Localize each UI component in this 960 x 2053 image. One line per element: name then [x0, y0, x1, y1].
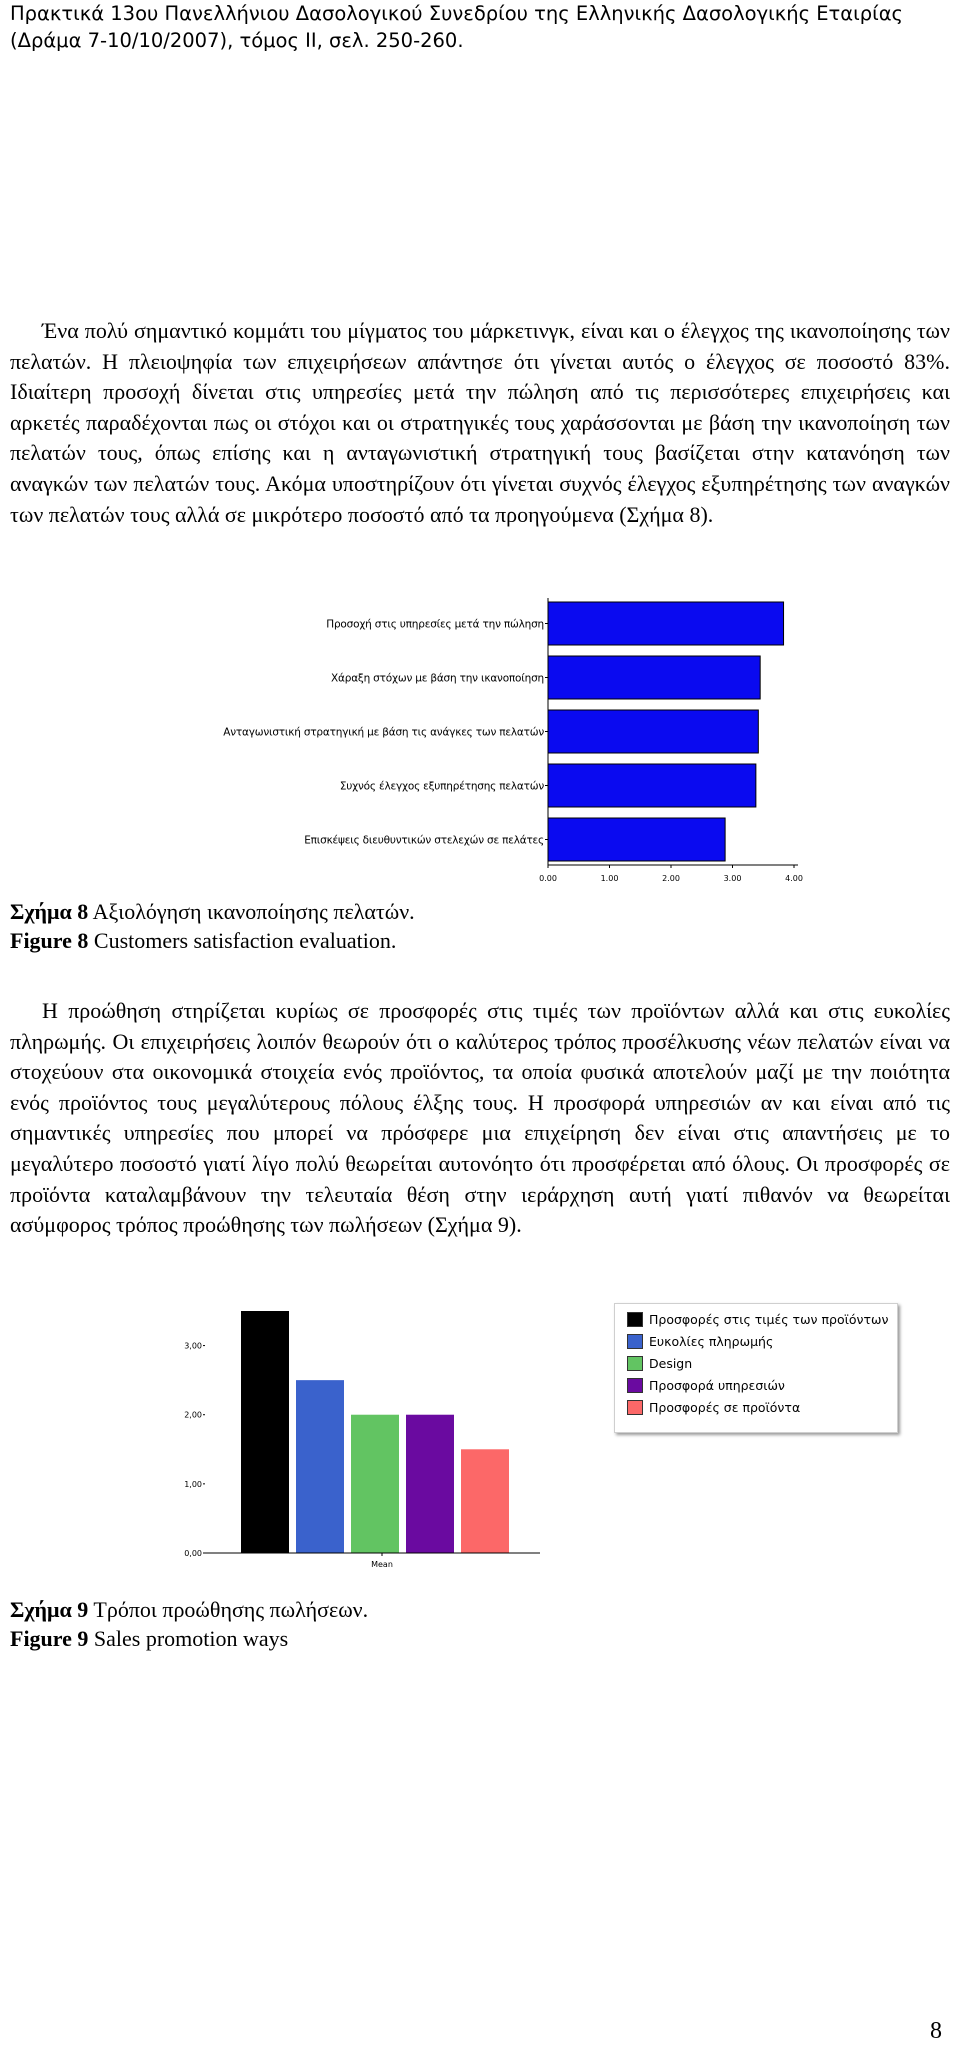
legend-label-3: Design — [649, 1355, 693, 1371]
legend-swatch-2 — [627, 1334, 643, 1349]
legend-swatch-3 — [627, 1356, 643, 1371]
x-tick-label-1: 0.00 — [539, 874, 557, 883]
category-label-1: Προσοχή στις υπηρεσίες μετά την πώληση — [326, 618, 544, 631]
figure-8-text-gr: Αξιολόγηση ικανοποίησης πελατών. — [88, 899, 415, 924]
figure-8-label-gr: Σχήμα 8 — [10, 899, 89, 924]
paragraph-promotion: Η προώθηση στηρίζεται κυρίως σε προσφορές στις τιμές των προϊόντων αλλά και στις ευκολίες πληρωμής. Οι επιχειρήσεις λοιπόν θεωρούν ότι ο καλύτερος τρόπος προσέλκυσης νέων πελατών είναι να στοχεύουν στα οικονομικά στοιχεία ενός προϊόντος, τα οποία φυσικά αποτελούν μαζί με την ποιότητα ενός προϊόντος τους μεγαλύτερους πόλους έλξης τους. Η προσφορά υπηρεσιών αν και είναι από τις σημαντικές υπηρεσίες που μπορεί να πρόσφερε μια επιχείρηση δεν είναι στις απαντήσεις με το μεγαλύτερο ποσοστό γιατί λίγο πολύ θεωρείται αυτονόητο ότι προσφέρεται από όλους. Οι προσφορές σε προϊόντα καταλαμβάνουν την τελευταία θέση στην ιεράρχηση αυτή γιατί πιθανόν να θεωρείται ασύμφορος τρόπος προώθησης των πωλήσεων (Σχήμα 9). — [10, 998, 950, 1238]
bar-3 — [351, 1415, 399, 1553]
legend-swatch-1 — [627, 1312, 643, 1327]
legend-label-2: Ευκολίες πληρωμής — [649, 1333, 774, 1349]
legend-swatch-5 — [627, 1400, 643, 1415]
legend-item-3 — [627, 1354, 897, 1372]
x-tick-label-3: 2.00 — [662, 874, 680, 883]
header-line-1: Πρακτικά 13ου Πανελλήνιου Δασολογικού Συνεδρίου της Ελληνικής Δασολογικής Εταιρίας — [10, 2, 904, 25]
legend-label-1: Προσφορές στις τιμές των προϊόντων — [649, 1311, 889, 1327]
bar-1 — [241, 1311, 289, 1553]
x-axis-label: Mean — [371, 1560, 393, 1569]
legend-swatch-4 — [627, 1378, 643, 1393]
figure-9-caption-gr — [10, 1595, 368, 1625]
category-label-3: Ανταγωνιστική στρατηγική με βάση τις ανάγκες των πελατών — [223, 726, 544, 739]
paragraph-satisfaction: Ένα πολύ σημαντικό κομμάτι του μίγματος του μάρκετινγκ, είναι και ο έλεγχος της ικανοποίησης των πελατών. Η πλειοψηφία των επιχειρήσεων απάντησε ότι γίνεται αυτός ο έλεγχος σε ποσοστό 83%. Ιδιαίτερη προσοχή δίνεται στις υπηρεσίες μετά την πώληση από τις περισσότερες επιχειρήσεις και αρκετές παραδέχονται πως οι στόχοι και οι στρατηγικές τους χαράσσονται με βάση την ικανοποίηση των πελατών τους, όπως επίσης και η ανταγωνιστική στρατηγική τους βασίζεται στην κατανόηση των αναγκών των πελατών τους. Ακόμα υποστηρίζουν ότι γίνεται συχνός έλεγχος εξυπηρέτησης των αναγκών των πελατών τους αλλά σε μικρότερο ποσοστό από τα προηγούμενα (Σχήμα 8). — [10, 318, 950, 527]
y-tick-label-1: 0,00 — [184, 1549, 202, 1558]
legend-item-5 — [627, 1398, 897, 1416]
figure-9-label-en: Figure 9 — [10, 1626, 89, 1651]
figure-9-legend — [614, 1303, 898, 1433]
figure-9-label-gr: Σχήμα 9 — [10, 1597, 89, 1622]
figure-8-text-en: Customers satisfaction evaluation. — [88, 928, 397, 953]
legend-item-1 — [627, 1310, 897, 1328]
figure-9-text-gr: Τρόποι προώθησης πωλήσεων. — [88, 1597, 369, 1622]
category-label-2: Χάραξη στόχων με βάση την ικανοποίηση — [331, 672, 544, 685]
legend-item-2 — [627, 1332, 897, 1350]
bar-5 — [461, 1449, 509, 1553]
x-tick-label-4: 3.00 — [723, 874, 742, 883]
figure-9-text-en: Sales promotion ways — [88, 1626, 289, 1651]
figure-8-label-en: Figure 8 — [10, 928, 89, 953]
y-tick-label-4: 3,00 — [184, 1341, 202, 1351]
legend-label-5: Προσφορές σε προϊόντα — [649, 1399, 801, 1415]
y-tick-label-3: 2,00 — [184, 1410, 202, 1420]
x-tick-label-2: 1.00 — [600, 874, 619, 883]
x-tick-label-5: 4.00 — [785, 874, 803, 883]
y-tick-label-2: 1,00 — [184, 1479, 202, 1489]
legend-label-4: Προσφορά υπηρεσιών — [649, 1377, 785, 1393]
header-line-2: (Δράμα 7-10/10/2007), τόμος ΙΙ, σελ. 250-260. — [10, 29, 464, 52]
bar-4 — [406, 1415, 454, 1553]
figure-9-caption-en — [10, 1624, 288, 1654]
page-number: 8 — [930, 2018, 942, 2044]
category-label-5: Επισκέψεις διευθυντικών στελεχών σε πελάτες — [304, 834, 544, 847]
legend-item-4 — [627, 1376, 897, 1394]
bar-2 — [296, 1380, 344, 1553]
category-label-4: Συχνός έλεγχος εξυπηρέτησης πελατών — [339, 780, 544, 793]
